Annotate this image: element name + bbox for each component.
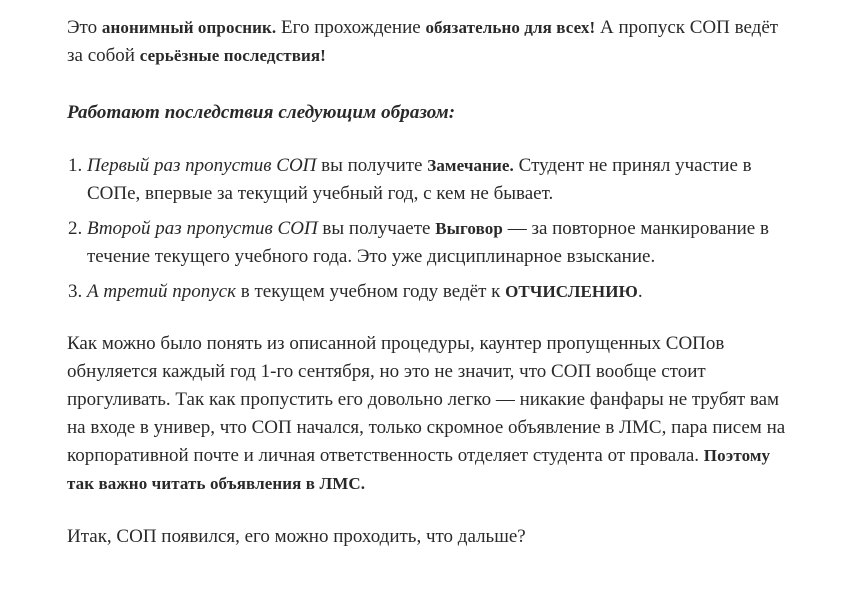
explanation-bold-read-lms: Поэтому так важно читать объявления в ЛМС. <box>67 446 771 493</box>
list-item-italic: А третий пропуск <box>87 281 236 302</box>
intro-text-3: А пропуск СОП ведёт за собой <box>67 17 779 66</box>
list-item-second-miss <box>87 215 797 271</box>
list-item-italic: Первый раз пропустив СОП <box>87 155 317 176</box>
section-heading-text: Работают последствия следующим образом: <box>67 102 456 123</box>
section-heading <box>67 99 797 127</box>
list-item-text: вы получаете <box>317 218 436 239</box>
explanation-text: Как можно было понять из описанной процедуры, каунтер пропущенных СОПов обнуляется каждый год 1-го сентября, но это не значит, что СОП вообще стоит прогуливать. Так как пропустить его довольно легко — никакие фанфары не трубят вам на входе в универ, что СОП начался, только скромное объявление в ЛМС, пара писем на корпоративной почте и личная ответственность отделяет студента от провала. <box>67 333 786 466</box>
list-item-text: в текущем учебном году ведёт к <box>236 281 506 302</box>
intro-text-1: Это <box>67 17 102 38</box>
list-item-third-miss <box>87 278 797 306</box>
intro-bold-anonymous: анонимный опросник. <box>101 18 277 37</box>
list-item-text: вы получите <box>316 155 428 176</box>
intro-text-2: Его прохождение <box>276 17 426 38</box>
list-item-bold: ОТЧИСЛЕНИЮ <box>505 282 638 301</box>
list-item-text: Студент не принял участие в СОПе, впервые за текущий учебный год, с кем не бывает. <box>87 155 752 204</box>
list-item-italic: Второй раз пропустив СОП <box>87 218 318 239</box>
consequences-list <box>67 152 797 306</box>
explanation-paragraph <box>67 330 797 498</box>
closing-paragraph: Итак, СОП появился, его можно проходить, что дальше? <box>67 526 526 547</box>
list-item-text: — за повторное манкирование в течение текущего учебного года. Это уже дисциплинарное взыскание. <box>87 218 769 267</box>
intro-bold-mandatory: обязательно для всех! <box>425 18 596 37</box>
list-item-text: . <box>637 281 643 302</box>
article-body <box>67 14 797 551</box>
intro-paragraph <box>67 14 797 70</box>
list-item-bold: Выговор <box>435 219 503 238</box>
intro-bold-consequences: серьёзные последствия! <box>139 46 326 65</box>
list-item-bold: Замечание. <box>427 156 514 175</box>
list-item-first-miss <box>87 152 797 208</box>
